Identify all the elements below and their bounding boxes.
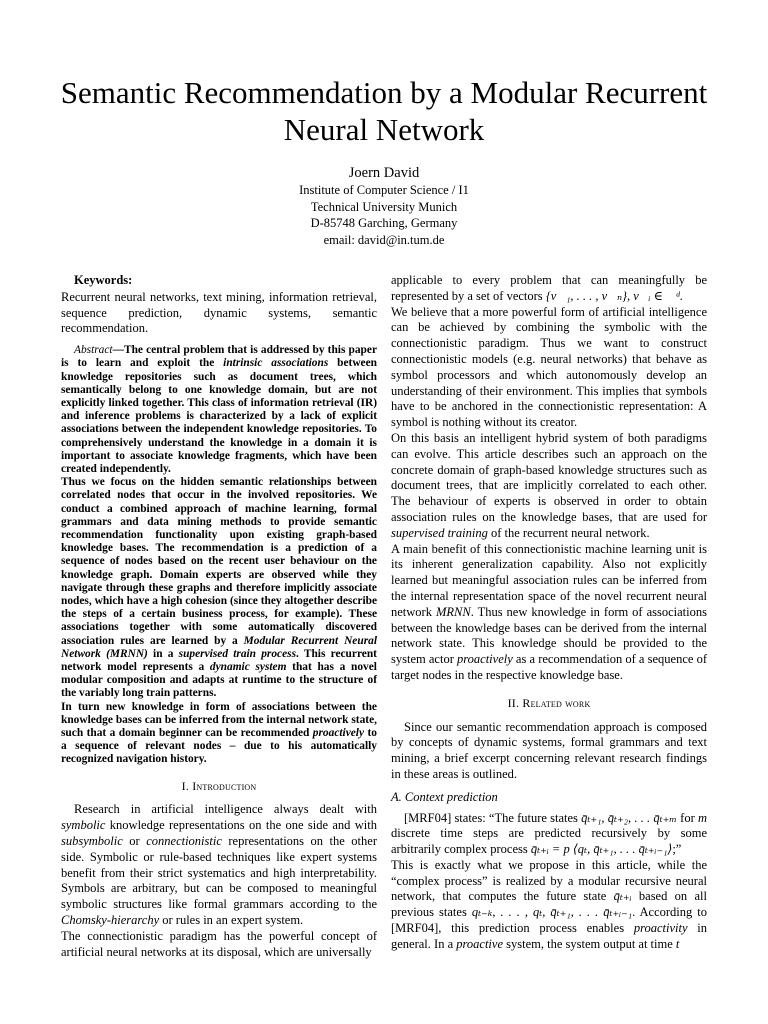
left-column [61, 273, 377, 960]
right-column [391, 273, 707, 953]
intro-paragraph-4: We believe that a more powerful form of artificial intelligence can be achieved by combining the symbolic with the connectionistic paradigm. Thus we want to construct connectionistic models (e.g. neural networks) that behave as symbol processors and which autonomously develop an understanding of their environment. This implies that symbols have to be anchored in the connectionistic representation: A symbol is nothing without its creator. [391, 304, 707, 430]
subsection-heading-context-prediction: A. Context prediction [391, 789, 498, 804]
intro-paragraph-2: The connectionistic paradigm has the powerful concept of artificial neural networks at its disposal, which are universally [61, 928, 377, 959]
author-email: email: david@in.tum.de [323, 232, 445, 247]
intro-paragraph-1: Research in artificial intelligence always dealt with symbolic knowledge representations on the one side and with subsymbolic or connectionistic representations on the other side. Symbolic or rule-based techniques like expert systems benefit from their strict systematics and high interpretability. Symbols are arbitrary, but can be composed to meaningful symbolic structures like formal grammars according to the Chomsky-hierarchy or rules in an expert system. [61, 802, 377, 928]
intro-paragraph-3: applicable to every problem that can meaningfully be represented by a set of vectors {v⃗₁, . . . , v⃗ₙ}, v⃗ᵢ ∈ ℝᵈ. [391, 273, 707, 303]
related-paragraph-2: [MRF04] states: “The future states q̄ₜ₊₁, q̄ₜ₊₂, . . . q̄ₜ₊ₘ for m discrete time steps are predicted recursively by some arbitrarily complex process q̄ₜ₊ᵢ = p ⟨qₜ, q̄ₜ₊₁, . . . q̄ₜ₊ᵢ₋₁⟩;” [391, 810, 707, 857]
related-paragraph-3: This is exactly what we propose in this article, while the “complex process” is realized by a modular recursive neural network, that computes the future state q̄ₜ₊ᵢ based on all previous states qₜ₋ₖ, . . . , qₜ, q̄ₜ₊₁, . . . q̄ₜ₊ᵢ₋₁. According to [MRF04], this prediction process enables proactivity in general. In a proactive system, the system output at time t [391, 857, 707, 951]
paper-title: Semantic Recommendation by a Modular Recurrent Neural Network [60, 75, 708, 147]
abstract-paragraph-1: Abstract—The central problem that is addressed by this paper is to learn and exploit the intrinsic associations between knowledge repositories such as document trees, which semantically belong to one knowledge domain, but are not explicitly linked together. This class of information retrieval (IR) and inference problems is characterized by a lack of explicit associations between the independent knowledge repositories. To comprehensively understand the knowledge in a domain it is important to associate knowledge fragments, which have been created independently. [61, 344, 378, 476]
intro-paragraph-5: On this basis an intelligent hybrid system of both paradigms can evolve. This article describes such an approach on the concrete domain of graph-based knowledge structures such as document trees, that are implicitly correlated to each other. The behaviour of experts is observed in order to obtain association rules on the knowledge bases, that are used for supervised training of the recurrent neural network. [391, 430, 707, 540]
keywords-label: Keywords: [74, 273, 133, 287]
vector-set-math: {v⃗₁, . . . , v⃗ₙ}, v⃗ᵢ ∈ ℝᵈ [545, 288, 680, 303]
section-heading-related-work: II. Related work [507, 695, 591, 710]
abstract-label: Abstract [74, 344, 113, 357]
author-block [180, 164, 588, 248]
author-name: Joern David [348, 165, 420, 181]
keywords-text: Recurrent neural networks, text mining, information retrieval, sequence prediction, dynamic systems, semantic recommendation. [61, 289, 377, 336]
related-paragraph-1: Since our semantic recommendation approach is composed by concepts of dynamic systems, formal grammars and text mining, a brief excerpt concerning relevant research findings in these areas is outlined. [391, 719, 707, 781]
affiliation-line-1: Institute of Computer Science / I1 [299, 183, 469, 197]
section-heading-introduction: I. Introduction [181, 778, 257, 793]
abstract [61, 344, 377, 767]
affiliation-line-3: D-85748 Garching, Germany [310, 216, 458, 231]
affiliation-line-2: Technical University Munich [310, 199, 458, 214]
intro-paragraph-6: A main benefit of this connectionistic machine learning unit is its inherent generalization capability. Also not explicitly learned but meaningful association rules can be inferred from the internal representation space of the novel recurrent neural network MRNN. Thus new knowledge in form of associations between the knowledge bases can be derived from the internal network state. This knowledge should be provided to the system actor proactively as a recommendation of a sequence of target nodes in the respective knowledge base. [391, 541, 707, 682]
abstract-paragraph-2: Thus we focus on the hidden semantic relationships between correlated nodes that occur in the involved repositories. We conduct a combined approach of machine learning, formal grammars and data mining methods to provide semantic recommendation functionality upon existing graph-based knowledge bases. The recommendation is a prediction of a sequence of nodes based on the recent user behaviour on the knowledge graph. Domain experts are observed while they navigate through these graphs and therefore implicitly associate nodes, which have a high cohesion (since they altogether describe the steps of a certain business process, for example). These associations together with some automatically discovered association rules are learned by a Modular Recurrent Neural Network (MRNN) in a supervised train process. This recurrent network model represents a dynamic system that has a novel modular composition and adapts at runtime to the structure of the variably long train patterns. [61, 476, 377, 700]
abstract-paragraph-3: In turn new knowledge in form of associations between the knowledge bases can be inferred from the internal network state, such that a domain beginner can be recommended proactively to a sequence of relevant nodes – due to his automatically recognized navigation history. [61, 700, 377, 766]
